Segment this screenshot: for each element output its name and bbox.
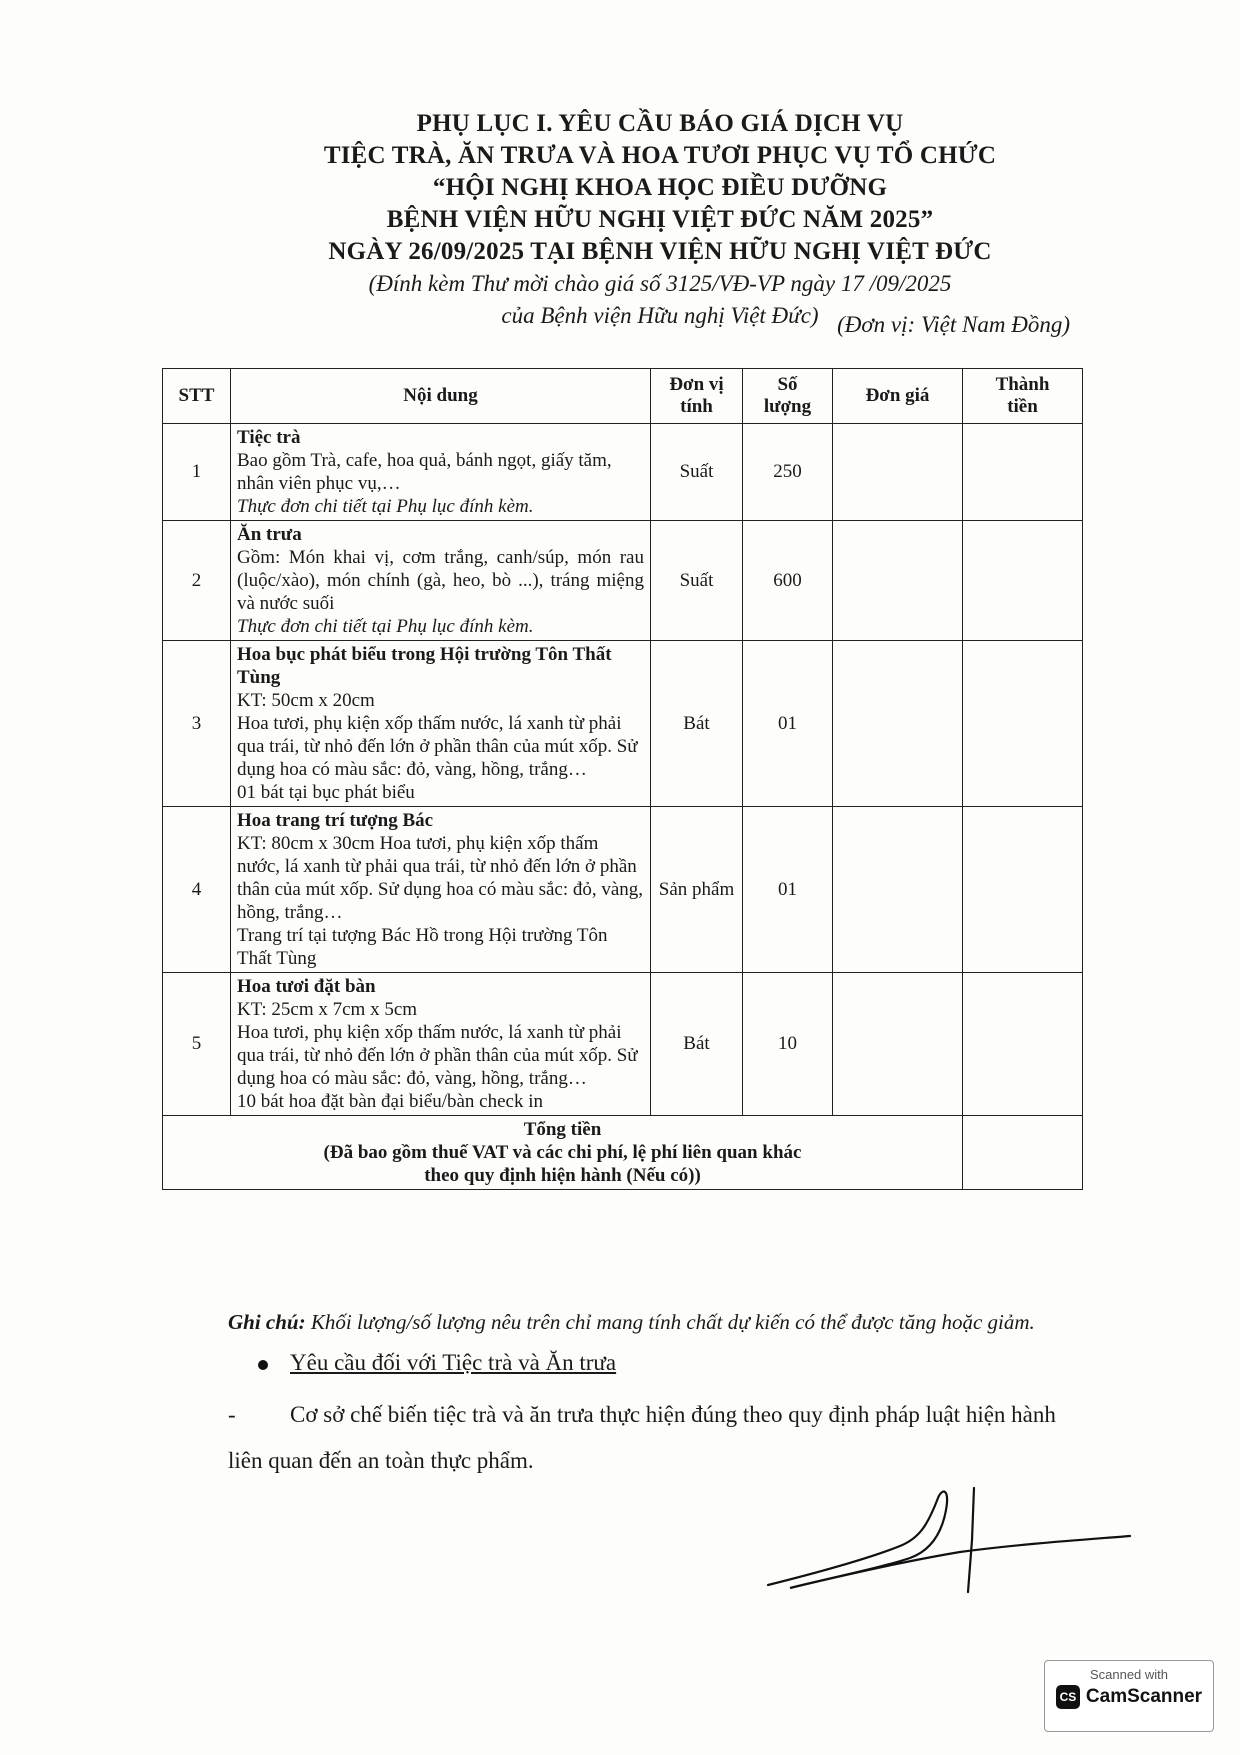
row-title: Hoa bục phát biểu trong Hội trường Tôn Thất Tùng [237, 644, 612, 688]
requirement-paragraph [228, 1392, 1078, 1484]
row-title: Ăn trưa [237, 524, 302, 545]
row-stt: 5 [163, 973, 231, 1116]
header-line-2: TIỆC TRÀ, ĂN TRƯA VÀ HOA TƯƠI PHỤC VỤ TỔ CHỨC [323, 142, 997, 169]
total-line-3: theo quy định hiện hành (Nếu có)) [424, 1165, 701, 1186]
footnote-text: Khối lượng/số lượng nêu trên chỉ mang tính chất dự kiến có thể được tăng hoặc giảm. [305, 1310, 1035, 1334]
row-size: KT: 50cm x 20cm [237, 690, 375, 711]
currency-unit: (Đơn vị: Việt Nam Đồng) [837, 312, 1070, 337]
row-qty: 10 [743, 973, 833, 1116]
row-title: Tiệc trà [237, 427, 301, 448]
total-line-2: (Đã bao gồm thuế VAT và các chi phí, lệ phí liên quan khác [323, 1142, 802, 1163]
row-amount [963, 521, 1083, 641]
header-line-4: BỆNH VIỆN HỮU NGHỊ VIỆT ĐỨC NĂM 2025” [386, 206, 934, 233]
header-stt: STT [163, 369, 231, 424]
row-unit: Bát [651, 973, 743, 1116]
header-line-5: NGÀY 26/09/2025 TẠI BỆNH VIỆN HỮU NGHỊ VIỆT ĐỨC [328, 238, 992, 265]
camscanner-watermark [1044, 1660, 1214, 1732]
row-amount [963, 807, 1083, 973]
row-content [231, 807, 651, 973]
row-unit: Suất [651, 521, 743, 641]
row-placement: 01 bát tại bục phát biểu [237, 782, 415, 803]
row-desc: KT: 80cm x 30cm Hoa tươi, phụ kiện xốp thấm nước, lá xanh từ phải qua trái, từ nhỏ đến lớn ở phần thân của mút xốp. Sử dụng hoa có màu sắc: đỏ, vàng, hồng, trắng… [237, 833, 644, 923]
row-qty: 01 [743, 641, 833, 807]
header-content: Nội dung [231, 369, 651, 424]
row-stt: 2 [163, 521, 231, 641]
footnote-label: Ghi chú: [228, 1310, 306, 1334]
header-amount-line-2: tiền [1007, 396, 1038, 417]
row-price [833, 424, 963, 521]
attachment-line-1: (Đính kèm Thư mời chào giá số 3125/VĐ-VP ngày 17 /09/2025 [368, 271, 952, 296]
total-line-1: Tổng tiền [523, 1119, 602, 1140]
row-price [833, 807, 963, 973]
row-placement: Trang trí tại tượng Bác Hồ trong Hội trường Tôn Thất Tùng [237, 925, 608, 969]
row-price [833, 641, 963, 807]
quotation-table [162, 368, 1083, 1190]
header-unit-line-2: tính [680, 396, 713, 417]
row-qty: 01 [743, 807, 833, 973]
table-row [163, 807, 1083, 973]
row-amount [963, 973, 1083, 1116]
row-note: Thực đơn chi tiết tại Phụ lục đính kèm. [237, 616, 534, 637]
header-line-3: “HỘI NGHỊ KHOA HỌC ĐIỀU DƯỠNG [432, 174, 888, 201]
scanned-with-label: Scanned with [1089, 1667, 1169, 1682]
total-amount [963, 1116, 1083, 1190]
row-qty: 250 [743, 424, 833, 521]
footnote [228, 1310, 1035, 1335]
row-qty: 600 [743, 521, 833, 641]
header-price: Đơn giá [833, 369, 963, 424]
row-amount [963, 424, 1083, 521]
row-stt: 1 [163, 424, 231, 521]
row-price [833, 521, 963, 641]
row-placement: 10 bát hoa đặt bàn đại biểu/bàn check in [237, 1091, 544, 1112]
row-desc: Hoa tươi, phụ kiện xốp thấm nước, lá xanh từ phải qua trái, từ nhỏ đến lớn ở phần thân của mút xốp. Sử dụng hoa có màu sắc: đỏ, vàng, hồng, trắng… [237, 713, 638, 780]
row-desc: Hoa tươi, phụ kiện xốp thấm nước, lá xanh từ phải qua trái, từ nhỏ đến lớn ở phần thân của mút xốp. Sử dụng hoa có màu sắc: đỏ, vàng, hồng, trắng… [237, 1022, 638, 1089]
row-unit: Bát [651, 641, 743, 807]
table-row [163, 641, 1083, 807]
document-header [250, 108, 1070, 332]
row-amount [963, 641, 1083, 807]
row-content [231, 424, 651, 521]
row-desc: Bao gồm Trà, cafe, hoa quả, bánh ngọt, giấy tăm, nhân viên phục vụ,… [237, 450, 612, 494]
row-price [833, 973, 963, 1116]
table-row [163, 424, 1083, 521]
camscanner-name: CamScanner [1085, 1686, 1203, 1707]
header-line-1: PHỤ LỤC I. YÊU CẦU BÁO GIÁ DỊCH VỤ [416, 110, 904, 137]
row-content [231, 521, 651, 641]
row-note: Thực đơn chi tiết tại Phụ lục đính kèm. [237, 496, 534, 517]
header-unit [651, 369, 743, 424]
header-amount-line-1: Thành [995, 374, 1050, 395]
row-stt: 4 [163, 807, 231, 973]
row-title: Hoa tươi đặt bàn [237, 976, 376, 997]
attachment-line-2: của Bệnh viện Hữu nghị Việt Đức) [501, 303, 819, 328]
row-title: Hoa trang trí tượng Bác [237, 810, 434, 831]
header-unit-line-1: Đơn vị [669, 374, 724, 395]
row-size: KT: 25cm x 7cm x 5cm [237, 999, 418, 1020]
requirement-bullet [258, 1350, 616, 1376]
row-unit: Sản phẩm [651, 807, 743, 973]
row-content [231, 973, 651, 1116]
camscanner-logo-icon: CS [1056, 1685, 1080, 1709]
header-qty-line-2: lượng [763, 396, 812, 417]
requirement-heading: Yêu cầu đối với Tiệc trà và Ăn trưa [290, 1350, 617, 1375]
row-desc: Gồm: Món khai vị, cơm trắng, canh/súp, món rau (luộc/xào), món chính (gà, heo, bò ...), tráng miệng và nước suối [237, 547, 644, 614]
table-row [163, 521, 1083, 641]
total-row [163, 1116, 1083, 1190]
signature-mark [760, 1480, 1140, 1600]
row-unit: Suất [651, 424, 743, 521]
header-qty-line-1: Số [777, 374, 798, 395]
table-header-row [163, 369, 1083, 424]
dash-marker: - [228, 1402, 236, 1427]
requirement-text: Cơ sở chế biến tiệc trà và ăn trưa thực hiện đúng theo quy định pháp luật hiện hành liên quan đến an toàn thực phẩm. [228, 1402, 1056, 1473]
header-qty [743, 369, 833, 424]
row-content [231, 641, 651, 807]
header-amount [963, 369, 1083, 424]
row-stt: 3 [163, 641, 231, 807]
table-row [163, 973, 1083, 1116]
bullet-icon [258, 1360, 268, 1370]
camscanner-brand [1045, 1685, 1213, 1709]
total-label [163, 1116, 963, 1190]
